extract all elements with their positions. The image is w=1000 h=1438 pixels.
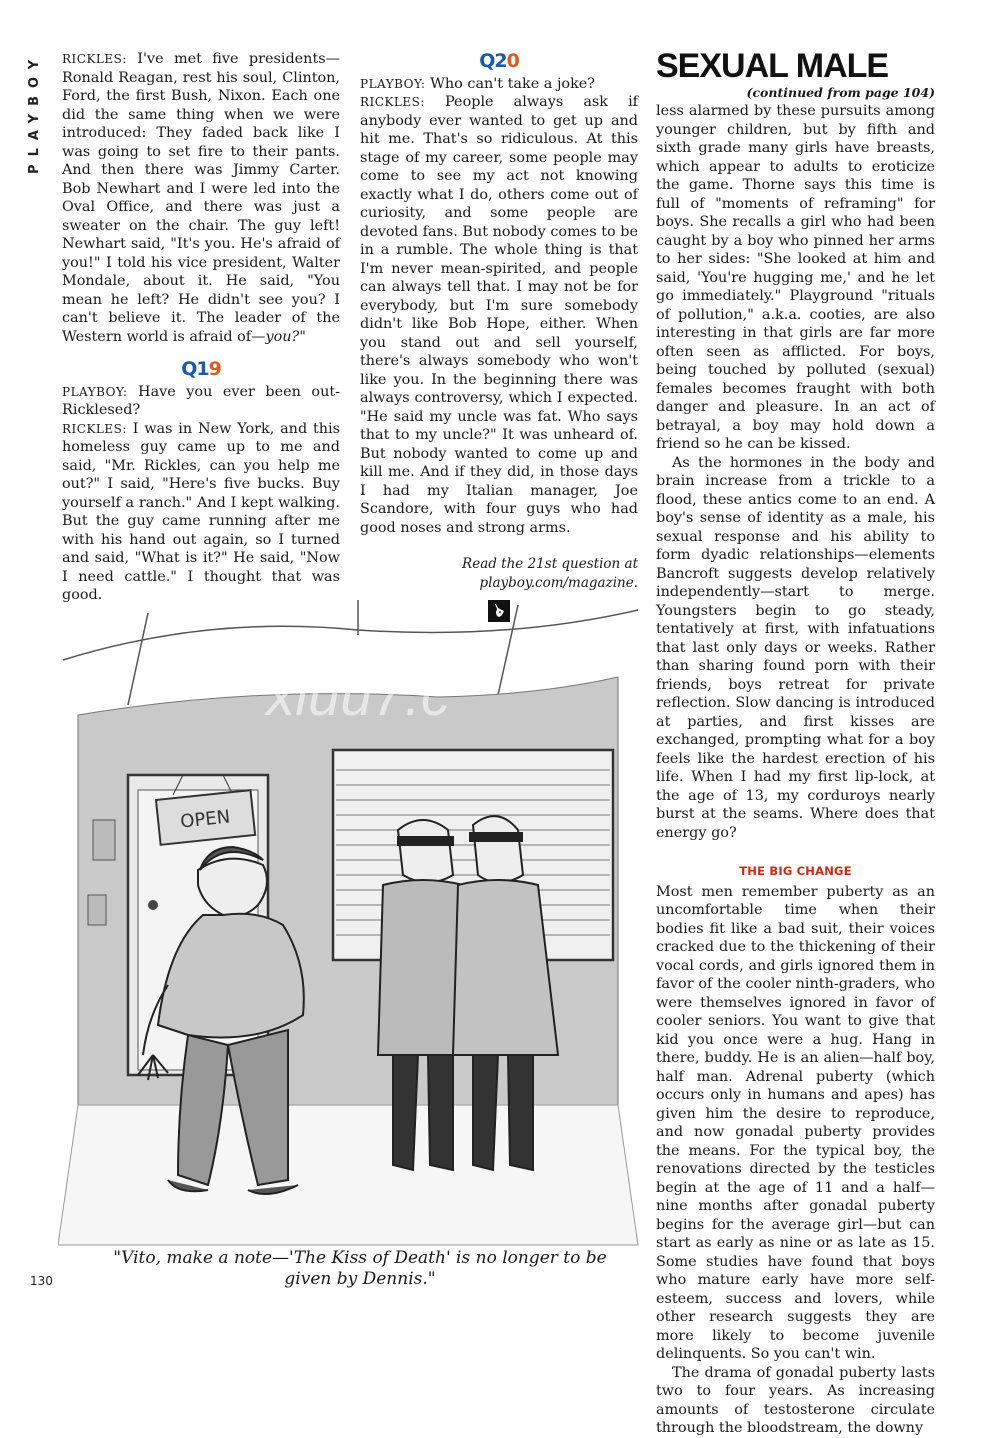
speaker-label: PLAYBOY: xyxy=(360,76,426,91)
cartoon-illustration xyxy=(58,585,643,1250)
section-subhead: THE BIG CHANGE xyxy=(739,864,852,878)
question-20 xyxy=(360,75,638,94)
wall-notice xyxy=(93,820,115,860)
question-number-19: Q19 xyxy=(181,358,221,380)
continued-note: (continued from page 104) xyxy=(746,85,935,100)
answer-19 xyxy=(62,420,340,605)
svg-text:OPEN: OPEN xyxy=(179,806,232,833)
question-number-tail: 0 xyxy=(506,50,519,72)
article-paragraph-3: Most men remember puberty as an uncomfortable time when their bodies fit like a bad suit, their voices cracked due to the thickening of their vocal cords, and girls ignored them in favor of the cooler ninth-graders, who were themselves ignored in favor of cooler seniors. You want to give that kid you once were a hug. Hang in there, buddy. He is an alien—half boy, half man. Adrenal puberty (which occurs only in humans and apes) has given him the desire to reproduce, and now gonadal puberty provides the means. For the typical boy, the renovations directed by the testicles begin at the age of 11 and a half—nine months after gonadal puberty begins for the average girl—but can start as early as nine or as late as 15. Some studies have found that boys who mature early have more self-esteem, success and lovers, while other research suggests they are more likely to become juvenile delinquents. So you can't win. xyxy=(656,883,935,1362)
floor xyxy=(58,1105,638,1245)
column-1 xyxy=(62,50,340,605)
page-number: 130 xyxy=(30,1274,53,1288)
watermark-text: xiuu7.c xyxy=(266,663,450,728)
answer-text: I was in New York, and this homeless guy came up to me and said, "Mr. Rickles, can you help me out?" I said, "Here's five bucks. Buy yourself a ranch." And I kept walking. But the guy came running after me with his hand out again, so I turned and said, "What is it?" He said, "Now I need cattle." I thought that was good. xyxy=(62,420,340,603)
article-paragraph-2: As the hormones in the body and brain increase from a trickle to a flood, these antics come to an end. A boy's sense of identity as a male, his sexual response and his ability to form dyadic relationships—elements Bancroft suggests develop relatively independently—start to merge. Youngsters begin to go steady, tentatively at first, with infatuations that last only days or weeks. Rather than sharing found porn with their friends, boys retreat for private reflection. Slow dancing is introduced at parties, and first kisses are exchanged, prompting what for a boy feels like the hardest erection of his life. When I had my first lip-lock, at the age of 13, my corduroys nearly burst at the seams. Where does that energy go? xyxy=(656,454,935,841)
answer-text: I've met five presidents—Ronald Reagan, rest his soul, Clinton, Ford, the first Bush, Nixon. Each one did the same thing when we were introduced: They faded back like I was going to set fire to their pants. And then there was Jimmy Carter. Bob Newhart and I were led into the Oval Office, and there was just a sweater on the chair. The guy left! Newhart said, "It's you. He's afraid of you!" I told his vice president, Walter Mondale, about it. He said, "You mean he left? He didn't see you? I can't believe it. The leader of the Western world is afraid of— xyxy=(62,51,341,345)
answer-italic: you?" xyxy=(265,328,306,345)
speaker-label: RICKLES: xyxy=(360,95,425,109)
question-19 xyxy=(62,383,340,420)
question-number-tail: 9 xyxy=(208,358,221,380)
question-number-20: Q20 xyxy=(479,50,519,72)
column-3 xyxy=(656,46,935,1438)
article-paragraph-4: The drama of gonadal puberty lasts two to four years. As increasing amounts of testosterone circulate through the bloodstream, the downy xyxy=(656,1364,935,1436)
cartoon-caption: "Vito, make a note—'The Kiss of Death' is no longer to be given by Dennis." xyxy=(113,1248,607,1289)
article-title: SEXUAL MALE xyxy=(656,47,889,85)
read-more-link[interactable]: Read the 21st question at playboy.com/magazine. xyxy=(462,556,638,591)
question-text: Have you ever been out-Ricklesed? xyxy=(62,383,340,418)
question-text: Who can't take a joke? xyxy=(430,75,596,92)
answer-20 xyxy=(360,93,638,537)
speaker-label: RICKLES: xyxy=(62,421,127,436)
column-2 xyxy=(360,52,638,622)
spine-label: PLAYBOY xyxy=(27,52,42,174)
rickles-answer-presidents xyxy=(62,50,340,346)
speaker-label: PLAYBOY: xyxy=(62,384,128,399)
answer-text: People always ask if anybody ever wanted to get up and hit me. That's so ridiculous. At this stage of my career, some people may come to see my act not knowing exactly what I do, others come out of curiosity, and some people are devoted fans. But nobody comes to be in a rumble. The whole thing is that I'm never mean-spirited, and people can always tell that. I may not be for everybody, but I'm sure somebody didn't like Bob Hope, either. When you stand out and sell yourself, there's always somebody who won't like you. In the beginning there was always controversy, which I expected. "He said my uncle was fat. Who says that to my uncle?" It was unheard of. But nobody wanted to come up and kill me. And if they did, in those days I had my Italian manager, Joe Scandore, with four guys who had good noses and strong arms. xyxy=(360,94,639,536)
light-switch xyxy=(88,895,106,925)
article-paragraph-1: less alarmed by these pursuits among younger children, but by fifth and sixth grade many girls have breasts, which appear to adults to eroticize the game. Thorne says this time is full of "moments of reframing" for boys. She recalls a girl who had been caught by a boy who pinned her arms to her sides: "She looked at him and said, 'You're hugging me,' and he let go immediately." Playground "rituals of pollution," a.k.a. cooties, are also interesting in that girls are far more often seen as afflicted. For boys, being touched by polluted (sexual) females becomes fraught with both danger and pleasure. In an act of betrayal, a boy may hold down a friend so he can be kissed. xyxy=(656,103,935,452)
speaker-label: RICKLES: xyxy=(62,52,127,66)
